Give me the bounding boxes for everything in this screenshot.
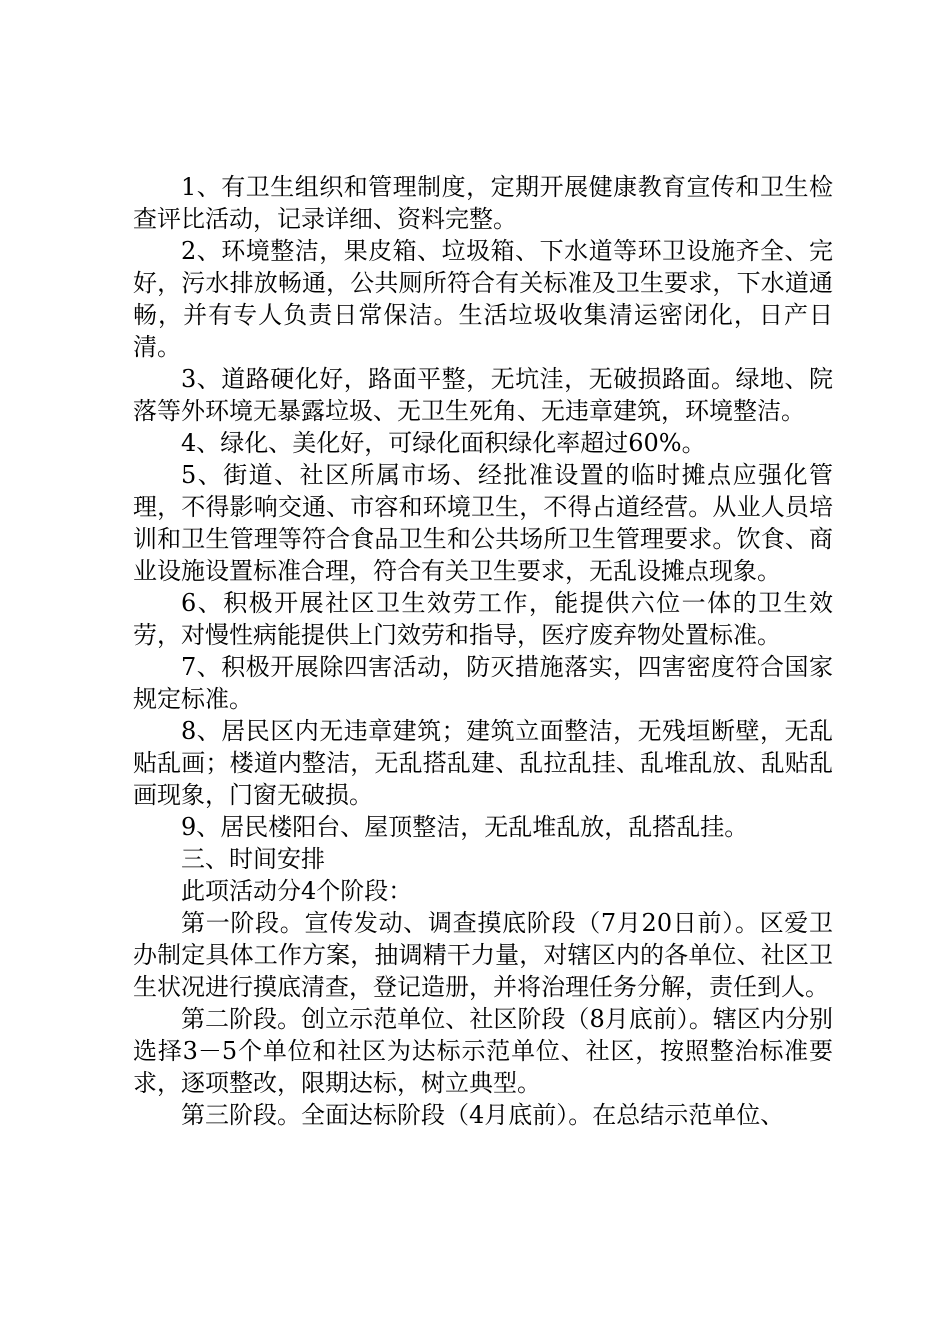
phase-one-paragraph: 第一阶段。宣传发动、调查摸底阶段（7月20日前）。区爱卫办制定具体工作方案，抽调精干力量，对辖区内的各单位、社区卫生状况进行摸底清查，登记造册，并将治理任务分解，责任到人。 [133, 909, 833, 1001]
paragraph-item-9: 9、居民楼阳台、屋顶整洁，无乱堆乱放，乱搭乱挂。 [181, 813, 749, 841]
phase-two-paragraph: 第二阶段。创立示范单位、社区阶段（8月底前）。辖区内分别选择3－5个单位和社区为达标示范单位、社区，按照整治标准要求，逐项整改，限期达标，树立典型。 [133, 1005, 833, 1097]
document-page [133, 171, 833, 1131]
phase-three-paragraph: 第三阶段。全面达标阶段（4月底前）。在总结示范单位、 [181, 1101, 785, 1129]
paragraph-item-4: 4、绿化、美化好，可绿化面积绿化率超过60%。 [181, 429, 706, 457]
paragraph-item-3: 3、道路硬化好，路面平整，无坑洼，无破损路面。绿地、院落等外环境无暴露垃圾、无卫生死角、无违章建筑，环境整洁。 [133, 365, 833, 425]
schedule-intro: 此项活动分4个阶段： [181, 877, 413, 905]
paragraph-item-7: 7、积极开展除四害活动，防灭措施落实，四害密度符合国家规定标准。 [133, 653, 833, 713]
section-heading-schedule: 三、时间安排 [181, 845, 325, 873]
paragraph-item-1: 1、有卫生组织和管理制度，定期开展健康教育宣传和卫生检查评比活动，记录详细、资料完整。 [133, 173, 833, 233]
paragraph-item-2: 2、环境整洁，果皮箱、垃圾箱、下水道等环卫设施齐全、完好，污水排放畅通，公共厕所符合有关标准及卫生要求，下水道通畅，并有专人负责日常保洁。生活垃圾收集清运密闭化，日产日清。 [133, 237, 833, 361]
paragraph-item-6: 6、积极开展社区卫生效劳工作，能提供六位一体的卫生效劳，对慢性病能提供上门效劳和指导，医疗废弃物处置标准。 [133, 589, 833, 649]
paragraph-item-8: 8、居民区内无违章建筑；建筑立面整洁，无残垣断壁，无乱贴乱画；楼道内整洁，无乱搭乱建、乱拉乱挂、乱堆乱放、乱贴乱画现象，门窗无破损。 [133, 717, 833, 809]
paragraph-item-5: 5、街道、社区所属市场、经批准设置的临时摊点应强化管理，不得影响交通、市容和环境卫生，不得占道经营。从业人员培训和卫生管理等符合食品卫生和公共场所卫生管理要求。饮食、商业设施设置标准合理，符合有关卫生要求，无乱设摊点现象。 [133, 461, 833, 585]
